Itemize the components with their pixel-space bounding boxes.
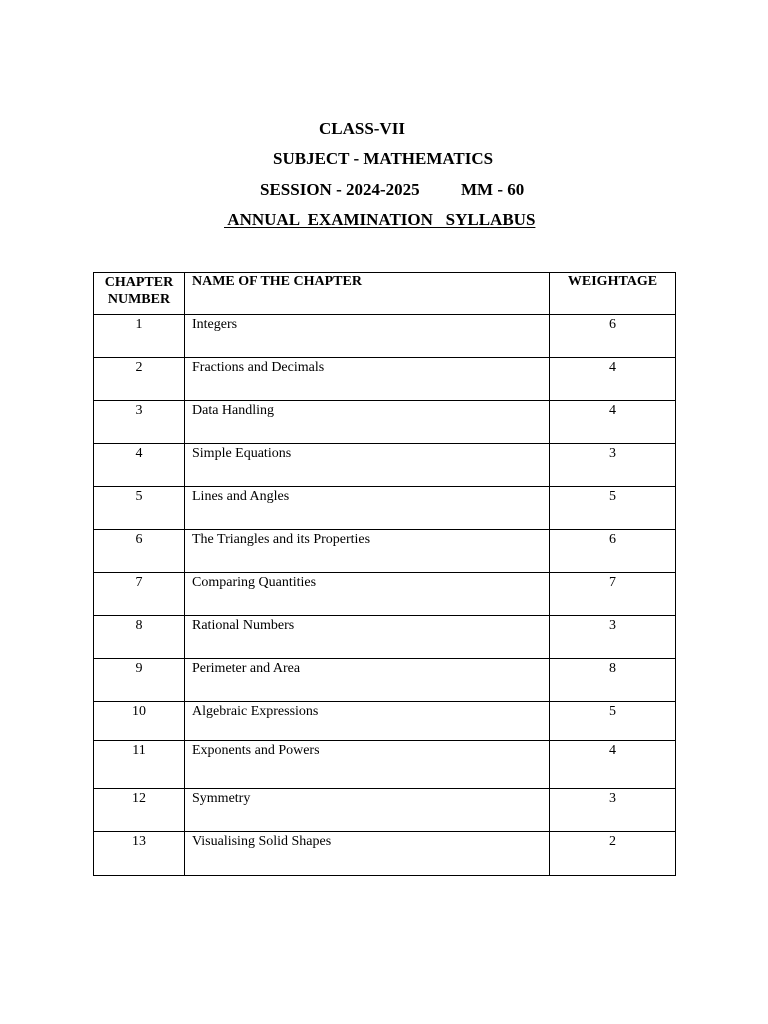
weightage-cell: 3 <box>550 789 676 832</box>
table-row <box>94 573 676 616</box>
class-heading: CLASS-VII <box>319 119 405 138</box>
chapter-number-cell: 5 <box>94 487 185 530</box>
chapter-number-cell: 3 <box>94 401 185 444</box>
chapter-number-cell: 4 <box>94 444 185 487</box>
chapter-name-cell: Simple Equations <box>185 444 550 487</box>
syllabus-table <box>93 272 676 876</box>
chapter-number-cell: 8 <box>94 616 185 659</box>
chapter-name-cell: Integers <box>185 315 550 358</box>
chapter-name-cell: Perimeter and Area <box>185 659 550 702</box>
column-header-chapter-name: NAME OF THE CHAPTER <box>185 273 550 315</box>
weightage-cell: 4 <box>550 401 676 444</box>
subject-heading: SUBJECT - MATHEMATICS <box>273 149 494 168</box>
weightage-cell: 5 <box>550 487 676 530</box>
table-row <box>94 659 676 702</box>
chapter-name-cell: The Triangles and its Properties <box>185 530 550 573</box>
table-row <box>94 358 676 401</box>
table-row <box>94 616 676 659</box>
chapter-name-cell: Data Handling <box>185 401 550 444</box>
chapter-name-cell: Exponents and Powers <box>185 741 550 789</box>
weightage-cell: 4 <box>550 741 676 789</box>
table-row <box>94 444 676 487</box>
table-header-row <box>94 273 676 315</box>
chapter-number-cell: 9 <box>94 659 185 702</box>
chapter-number-cell: 13 <box>94 832 185 876</box>
weightage-cell: 3 <box>550 444 676 487</box>
weightage-cell: 4 <box>550 358 676 401</box>
table-row <box>94 487 676 530</box>
weightage-cell: 6 <box>550 315 676 358</box>
chapter-number-cell: 11 <box>94 741 185 789</box>
max-marks-heading: MM - 60 <box>461 180 525 199</box>
chapter-name-cell: Symmetry <box>185 789 550 832</box>
chapter-name-cell: Lines and Angles <box>185 487 550 530</box>
chapter-name-cell: Algebraic Expressions <box>185 702 550 741</box>
table-row <box>94 832 676 876</box>
weightage-cell: 7 <box>550 573 676 616</box>
chapter-number-cell: 12 <box>94 789 185 832</box>
table-row <box>94 702 676 741</box>
chapter-name-cell: Comparing Quantities <box>185 573 550 616</box>
chapter-number-cell: 7 <box>94 573 185 616</box>
table-row <box>94 401 676 444</box>
column-header-chapter-number: CHAPTER NUMBER <box>94 273 185 315</box>
table-row <box>94 530 676 573</box>
weightage-cell: 5 <box>550 702 676 741</box>
weightage-cell: 8 <box>550 659 676 702</box>
weightage-cell: 3 <box>550 616 676 659</box>
chapter-name-cell: Rational Numbers <box>185 616 550 659</box>
document-title: ANNUAL EXAMINATION SYLLABUS <box>224 210 536 229</box>
table-row <box>94 789 676 832</box>
column-header-weightage: WEIGHTAGE <box>550 273 676 315</box>
weightage-cell: 6 <box>550 530 676 573</box>
table-row <box>94 741 676 789</box>
chapter-number-cell: 6 <box>94 530 185 573</box>
session-heading: SESSION - 2024-2025 <box>260 180 420 199</box>
chapter-name-cell: Fractions and Decimals <box>185 358 550 401</box>
chapter-number-cell: 1 <box>94 315 185 358</box>
chapter-number-cell: 10 <box>94 702 185 741</box>
table-row <box>94 315 676 358</box>
chapter-number-cell: 2 <box>94 358 185 401</box>
weightage-cell: 2 <box>550 832 676 876</box>
chapter-name-cell: Visualising Solid Shapes <box>185 832 550 876</box>
